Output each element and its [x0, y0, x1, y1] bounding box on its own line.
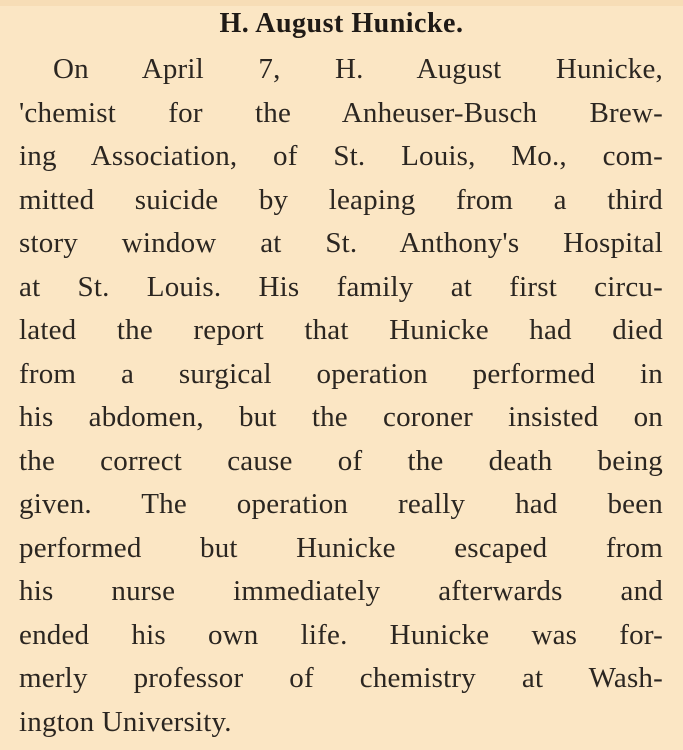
article-line: 'chemist for the Anheuser-Busch Brew-: [19, 96, 663, 129]
article-line: the correct cause of the death being: [19, 444, 663, 477]
article-line: story window at St. Anthony's Hospital: [19, 227, 663, 259]
article-line: performed but Hunicke escaped from: [19, 531, 663, 564]
article-line: ended his own life. Hunicke was for-: [19, 618, 663, 651]
article-line: lated the report that Hunicke had died: [19, 314, 663, 346]
article-line: ington University.: [19, 705, 232, 738]
article-headline: H. August Hunicke.: [219, 8, 464, 39]
article-line: On April 7, H. August Hunicke,: [53, 53, 663, 85]
article-body: [19, 48, 663, 744]
article-line: from a surgical operation performed in: [19, 357, 663, 390]
article-line: mitted suicide by leaping from a third: [19, 183, 663, 216]
article-line: at St. Louis. His family at first circu-: [19, 270, 663, 303]
article-line: merly professor of chemistry at Wash-: [19, 662, 663, 694]
article-line: his nurse immediately afterwards and: [19, 575, 663, 607]
article-line: given. The operation really had been: [19, 488, 663, 520]
article-line: his abdomen, but the coroner insisted on: [19, 401, 663, 433]
article-line: ing Association, of St. Louis, Mo., com-: [19, 140, 663, 172]
